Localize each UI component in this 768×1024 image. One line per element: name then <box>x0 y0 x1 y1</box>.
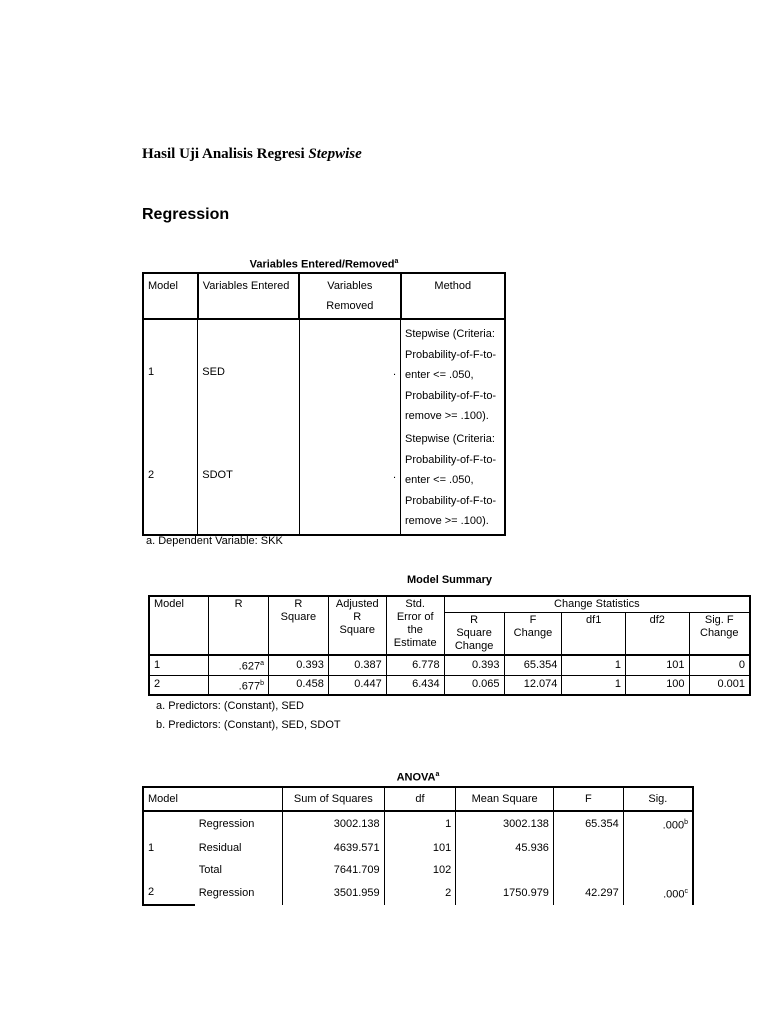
table2-header-f-change <box>504 613 562 656</box>
method-line: Stepwise (Criteria: <box>405 432 495 445</box>
table3-row3-sig <box>623 859 693 881</box>
header-line: Change <box>454 640 494 652</box>
table2-header-model: Model <box>149 596 209 655</box>
r-value: .677 <box>238 680 261 693</box>
table-row <box>149 675 750 695</box>
table-row <box>143 837 693 859</box>
header-line: Sig. F <box>704 614 734 626</box>
header-line: Change <box>513 627 553 639</box>
table3-header-sig: Sig. <box>623 787 693 811</box>
table3-row1-ms: 3002.138 <box>456 811 554 837</box>
sig-value: .000 <box>662 819 685 832</box>
table1-header-entered: Variables Entered <box>198 273 299 319</box>
variables-entered-table <box>142 272 506 536</box>
table2-row1-r <box>209 655 269 675</box>
anova-table <box>142 786 694 906</box>
table3-row1-ss: 3002.138 <box>283 811 385 837</box>
table3-row4-f: 42.297 <box>553 881 623 906</box>
table3-title-sup: a <box>435 771 440 778</box>
table-row <box>143 429 505 535</box>
header-line: Change <box>700 627 739 639</box>
table2-row2-std-error: 6.434 <box>386 675 444 695</box>
table2-header-df2: df2 <box>625 613 689 656</box>
table2-row1-df1: 1 <box>562 655 626 675</box>
method-line: enter <= .050, <box>405 474 474 487</box>
header-line: Square <box>456 627 492 639</box>
regression-title: Regression <box>142 206 230 223</box>
table2-row1-f-change: 65.354 <box>504 655 562 675</box>
table3-row1-model <box>143 811 195 837</box>
method-line: Stepwise (Criteria: <box>405 328 495 340</box>
table3-row3-f <box>553 859 623 881</box>
table1-row2-method <box>401 429 505 535</box>
table2-row2-df2: 100 <box>625 675 689 695</box>
heading-italic: Stepwise <box>308 146 362 162</box>
method-line: Probability-of-F-to- <box>405 494 497 507</box>
table1-title-text: Variables Entered/Removed <box>249 258 395 271</box>
table2-row2-f-change: 12.074 <box>504 675 562 695</box>
r-sup: b <box>260 679 264 687</box>
table1-header-removed-line1: Variables <box>327 280 373 292</box>
table2-header-r-square <box>268 596 328 655</box>
table3-row1-f: 65.354 <box>553 811 623 837</box>
table1-title <box>142 258 506 271</box>
table1-header-removed-line2: Removed <box>326 300 374 312</box>
header-line: Std. <box>405 598 425 610</box>
table1-row2-entered: SDOT <box>198 429 299 535</box>
table3-title-text: ANOVA <box>396 771 436 784</box>
table3-row2-f <box>553 837 623 859</box>
table1-row1-model: 1 <box>143 319 198 429</box>
table2-header-adjusted <box>328 596 386 655</box>
table3-row2-ms: 45.936 <box>456 837 554 859</box>
table2-header-std-error <box>386 596 444 655</box>
table-row <box>143 859 693 881</box>
table-row <box>143 811 693 837</box>
table1-header-row <box>143 273 505 319</box>
table3-title <box>142 771 694 784</box>
table3-row1-sig <box>623 811 693 837</box>
table1-header-method: Method <box>401 273 505 319</box>
table1-header-removed <box>299 273 400 319</box>
table3-header-ms: Mean Square <box>456 787 554 811</box>
table3-row3-ss: 7641.709 <box>283 859 385 881</box>
header-line: Square <box>280 611 317 623</box>
sig-sup: c <box>684 887 688 895</box>
table2-row1-model: 1 <box>149 655 209 675</box>
header-line: R <box>294 598 303 610</box>
table-row <box>143 881 693 906</box>
table2-row2-r <box>209 675 269 695</box>
table3-row1-df: 1 <box>384 811 456 837</box>
model-summary-table <box>148 595 751 696</box>
method-line: enter <= .050, <box>405 369 474 382</box>
document-heading <box>142 146 362 163</box>
table2-row2-sig: 0.001 <box>689 675 750 695</box>
sig-value: .000 <box>663 888 685 901</box>
table2-row1-r-square: 0.393 <box>268 655 328 675</box>
sig-sup: b <box>684 819 688 826</box>
table2-row1-rsq-change: 0.393 <box>444 655 504 675</box>
table3-header-ss: Sum of Squares <box>283 787 385 811</box>
header-line: Error of <box>396 611 434 623</box>
table2-header-df1: df1 <box>562 613 626 656</box>
table1-row1-method <box>401 319 505 429</box>
method-line: remove >= .100). <box>405 515 489 528</box>
table2-row1-adjusted: 0.387 <box>328 655 386 675</box>
header-line: F <box>529 614 537 626</box>
r-sup: a <box>260 660 264 667</box>
table3-row3-df: 102 <box>384 859 456 881</box>
method-line: Probability-of-F-to- <box>405 389 497 402</box>
method-line: remove >= .100). <box>405 410 489 423</box>
table2-row2-rsq-change: 0.065 <box>444 675 504 695</box>
table2-row2-adjusted: 0.447 <box>328 675 386 695</box>
table3-row3-model <box>143 859 195 881</box>
table3-row4-ss: 3501.959 <box>283 881 385 906</box>
table2-row1-sig: 0 <box>689 655 750 675</box>
table3-row2-ss: 4639.571 <box>283 837 385 859</box>
header-line: Square <box>339 624 376 636</box>
table2-footnote-a: a. Predictors: (Constant), SED <box>156 700 304 712</box>
table1-row1-entered: SED <box>198 319 299 429</box>
table2-header-change-statistics: Change Statistics <box>444 596 750 613</box>
table3-row4-label: Regression <box>195 881 283 906</box>
table2-row2-model: 2 <box>149 675 209 695</box>
table2-row2-df1: 1 <box>562 675 626 695</box>
table2-header-rsq-change <box>444 613 504 656</box>
r-value: .627 <box>238 660 261 673</box>
table3-row4-sig <box>623 881 693 906</box>
table3-row2-label: Residual <box>195 837 283 859</box>
table2-footnote-b: b. Predictors: (Constant), SED, SDOT <box>156 719 341 731</box>
table3-row2-df: 101 <box>384 837 456 859</box>
header-line: Adjusted <box>335 598 379 610</box>
table1-title-sup: a <box>394 258 399 265</box>
table1-header-model: Model <box>143 273 198 319</box>
table3-row2-sig <box>623 837 693 859</box>
table3-row4-df: 2 <box>384 881 456 906</box>
table3-header-df: df <box>384 787 456 811</box>
table1-row2-removed: . <box>299 429 400 535</box>
table1-row1-removed: . <box>299 319 400 429</box>
table2-header-row1 <box>149 596 750 613</box>
table3-row4-ms: 1750.979 <box>456 881 554 906</box>
table2-row2-r-square: 0.458 <box>268 675 328 695</box>
table3-header-row <box>143 787 693 811</box>
table2-row1-std-error: 6.778 <box>386 655 444 675</box>
header-line: the <box>407 624 423 636</box>
header-line: Estimate <box>393 637 437 649</box>
table3-row3-label: Total <box>195 859 283 881</box>
heading-prefix: Hasil Uji Analisis Regresi <box>142 146 305 162</box>
table3-row4-model: 2 <box>143 881 195 906</box>
table3-header-model: Model <box>143 787 283 811</box>
header-line: R <box>353 611 362 623</box>
method-line: Probability-of-F-to- <box>405 348 497 361</box>
table-row <box>143 319 505 429</box>
table2-header-sig <box>689 613 750 656</box>
table1-footnote: a. Dependent Variable: SKK <box>146 535 283 547</box>
table3-header-f: F <box>553 787 623 811</box>
table-row <box>149 655 750 675</box>
method-line: Probability-of-F-to- <box>405 453 497 466</box>
table2-title: Model Summary <box>407 574 492 586</box>
table3-row3-ms <box>456 859 554 881</box>
table1-row2-model: 2 <box>143 429 198 535</box>
table2-row1-df2: 101 <box>625 655 689 675</box>
table3-row1-label: Regression <box>195 811 283 837</box>
table2-header-r: R <box>209 596 269 655</box>
header-line: R <box>470 614 479 626</box>
table3-row2-model: 1 <box>143 837 195 859</box>
